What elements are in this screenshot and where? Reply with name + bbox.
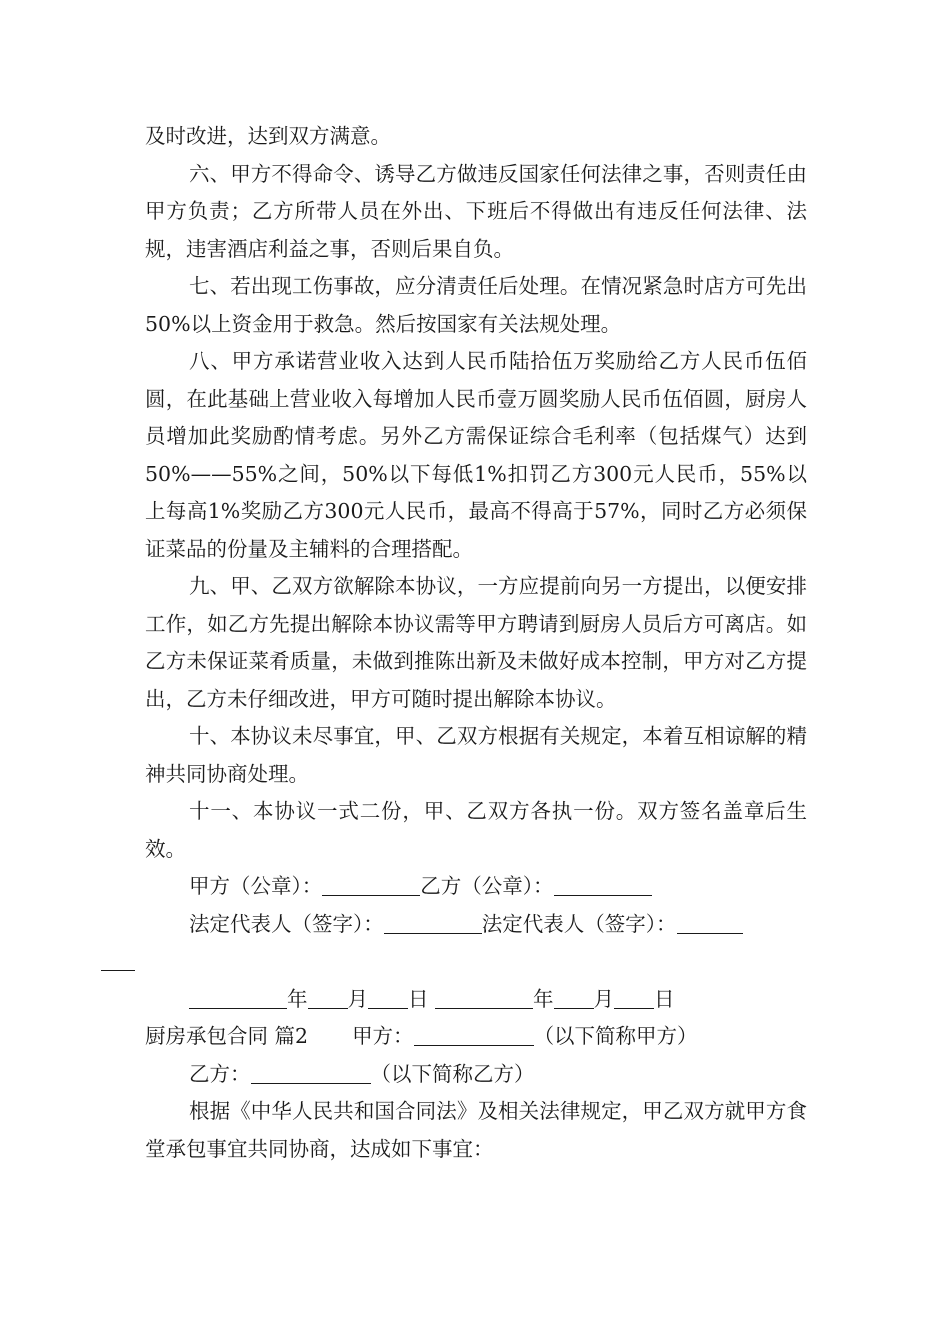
date-b-month: 月 [593,986,615,1011]
date-line [145,981,807,1019]
party-b-rep-blank-cont [101,948,135,971]
party-a-name-blank [414,1023,534,1046]
clause-7: 七、若出现工伤事故，应分清责任后处理。在情况紧急时店方可先出50%以上资金用于救急。然后按国家有关法规处理。 [145,274,807,336]
date-b-month-blank [554,986,594,1009]
seal-line [145,868,807,906]
date-a-day: 日 [408,986,429,1011]
contract-2-preamble: 根据《中华人民共和国合同法》及相关法律规定，甲乙双方就甲方食堂承包事宜共同协商，达成如下事宜： [145,1099,807,1161]
date-b-year: 年 [533,986,554,1011]
clause-11: 十一、本协议一式二份，甲、乙双方各执一份。双方签名盖章后生效。 [145,799,807,861]
party-b-rep-blank [677,911,743,934]
party-b-note: （以下简称乙方） [370,1061,535,1086]
paragraph-continuation: 及时改进，达到双方满意。 [145,124,391,148]
date-b-day-blank [614,986,654,1009]
party-b-name-blank [251,1061,371,1084]
date-a-day-blank [368,986,408,1009]
party-b-seal-blank [554,873,652,896]
clause-10: 十、本协议未尽事宜，甲、乙双方根据有关规定，本着互相谅解的精神共同协商处理。 [145,724,807,786]
party-a-rep-label: 法定代表人（签字）： [189,911,384,936]
contract-2-title: 厨房承包合同 篇2 [145,1024,309,1048]
party-b-label: 乙方： [189,1061,251,1086]
party-a-seal-label: 甲方（公章）： [189,874,323,898]
date-a-month: 月 [347,986,368,1011]
party-a-note: （以下简称甲方） [533,1024,698,1048]
date-a-month-blank [308,986,348,1009]
party-a-seal-blank [322,873,420,896]
clause-9: 九、甲、乙双方欲解除本协议，一方应提前向另一方提出，以便安排工作，如乙方先提出解除本协议需等甲方聘请到厨房人员后方可离店。如乙方未保证菜肴质量，未做到推陈出新及未做好成本控制，甲方对乙方提出，乙方未仔细改进，甲方可随时提出解除本协议。 [145,574,807,711]
date-b-day: 日 [654,986,675,1011]
party-b-rep-label: 法定代表人（签字）： [481,911,677,936]
party-a-rep-blank [384,911,482,934]
representative-line [145,906,807,981]
party-b-seal-label: 乙方（公章）： [420,874,554,898]
date-a-year: 年 [287,986,308,1011]
clause-8: 八、甲方承诺营业收入达到人民币陆拾伍万奖励给乙方人民币伍佰圆，在此基础上营业收入每增加人民币壹万圆奖励人民币伍佰圆，厨房人员增加此奖励酌情考虑。另外乙方需保证综合毛利率（包括煤气）达到50%——55%之间，50%以下每低1%扣罚乙方300元人民币，55%以上每高1%奖励乙方300元人民币，最高不得高于57%，同时乙方必须保证菜品的份量及主辅料的合理搭配。 [145,349,807,561]
contract-2-heading-line [145,1018,807,1056]
document-body [145,118,807,1168]
clause-6: 六、甲方不得命令、诱导乙方做违反国家任何法律之事，否则责任由甲方负责；乙方所带人员在外出、下班后不得做出有违反任何法律、法规，违害酒店利益之事，否则后果自负。 [145,161,807,261]
party-a-label: 甲方： [352,1024,414,1048]
party-b-line [145,1056,807,1094]
date-b-year-blank [435,986,533,1009]
date-a-year-blank [189,986,287,1009]
